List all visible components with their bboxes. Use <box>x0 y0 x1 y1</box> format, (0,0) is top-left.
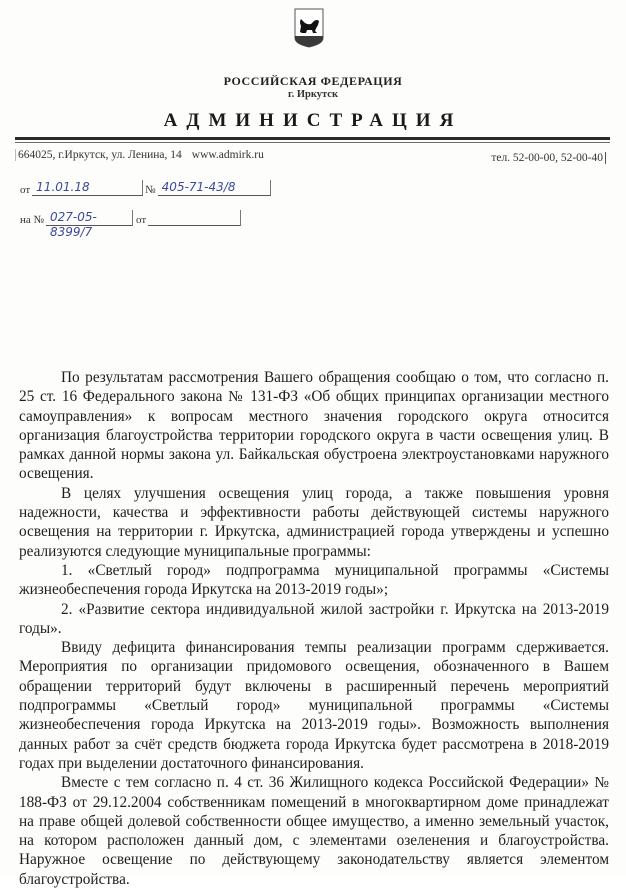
number-field: 405-71-43/8 <box>158 180 271 196</box>
header-rule-thick <box>15 137 610 140</box>
reply-date-label: от <box>136 214 147 226</box>
outgoing-reference <box>20 180 271 196</box>
reply-to-field: 027-05-8399/7 <box>46 210 133 226</box>
postal-address: 664025, г.Иркутск, ул. Ленина, 14 <box>18 149 182 161</box>
administration-title: АДМИНИСТРАЦИЯ <box>163 110 463 131</box>
reply-to-label: на № <box>20 214 45 226</box>
paragraph-programs-intro: В целях улучшения освещения улиц города, а также повышения уровня надежности, качества и эффективности работы действующей системы наружного освещения на территории г. Иркутска, администрацией города утверждены и успешно реализуются следующие муниципальные программы: <box>19 484 609 560</box>
website-link[interactable]: www.admirk.ru <box>191 149 264 161</box>
address-line <box>15 149 264 161</box>
paragraph-program-1: 1. «Светлый город» подпрограмма муниципальной программы «Системы жизнеобеспечения города Иркутска на 2013-2019 годы»; <box>19 561 609 599</box>
number-label: № <box>145 184 156 196</box>
paragraph-legal-basis: По результатам рассмотрения Вашего обращения сообщаю о том, что согласно п. 25 ст. 16 Федерального закона № 131-ФЗ «Об общих принципах организации местного самоуправления» к вопросам местного значения городского округа относится организация благоустройства территории городского округа в части освещения улиц. В рамках данной нормы закона ул. Байкальская обустроена электроустановками наружного освещения. <box>19 369 609 483</box>
federation-heading: РОССИЙСКАЯ ФЕДЕРАЦИЯ <box>223 74 403 88</box>
letter-body <box>19 368 609 889</box>
header-rule-thin <box>15 142 610 143</box>
date-label: от <box>20 184 31 196</box>
reply-date-field <box>148 210 241 226</box>
phone-numbers: тел. 52-00-00, 52-00-40 <box>491 152 606 164</box>
coat-of-arms-icon <box>294 8 324 48</box>
incoming-reference <box>20 210 241 239</box>
paragraph-housing-code: Вместе с тем согласно п. 4 ст. 36 Жилищного кодекса Российской Федерации» № 188-ФЗ от 29.12.2004 собственникам помещений в многоквартирном доме принадлежат на праве общей долевой собственности общее имущество, а именно земельный участок, на котором расположен данный дом, с элементами озеленения и благоустройства. Наружное освещение по действующему законодательству является элементом благоустройства. <box>19 774 609 888</box>
date-field: 11.01.18 <box>32 180 143 196</box>
city-heading: г. Иркутск <box>288 89 338 100</box>
paragraph-funding: Ввиду дефицита финансирования темпы реализации программ сдерживается. Мероприятия по организации придомового освещения, обозначенного в Вашем обращении территорий будут включены в расширенный перечень мероприятий подпрограммы «Светлый город» муниципальной программы «Системы жизнеобеспечения города Иркутска на 2013-2019 годы». Возможность выполнения данных работ за счёт средств бюджета города Иркутска будет рассмотрена в 2018-2019 годах при выделении достаточного финансирования. <box>19 639 609 772</box>
paragraph-program-2: 2. «Развитие сектора индивидуальной жилой застройки г. Иркутска на 2013-2019 годы». <box>19 600 609 637</box>
